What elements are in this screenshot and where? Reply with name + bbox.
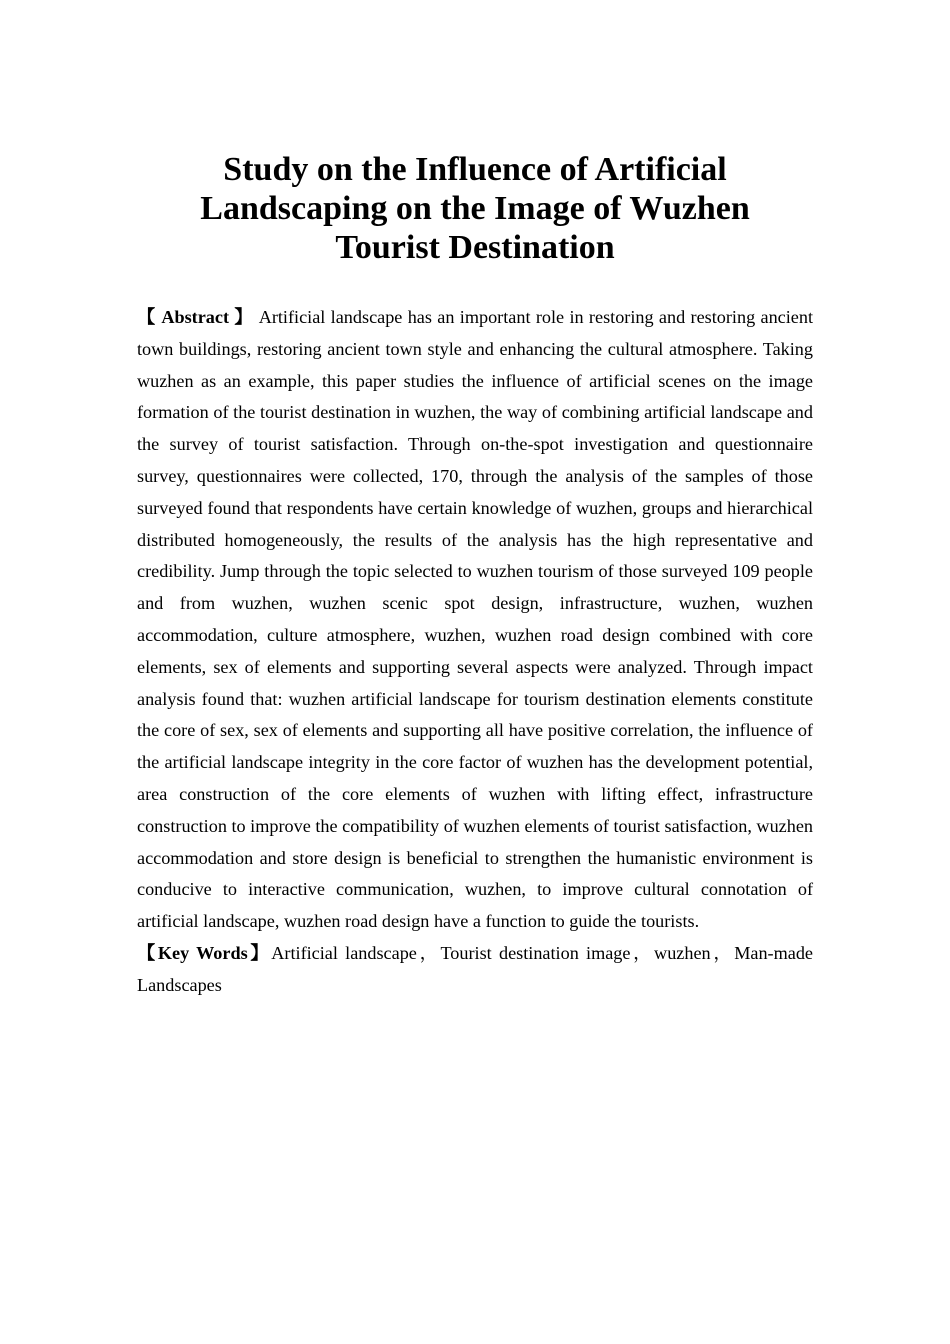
abstract-bracket-close: 】	[234, 307, 254, 327]
keywords-label: Key Words	[157, 942, 248, 963]
keywords-bracket-close: 】	[247, 942, 272, 963]
title-line-2: Landscaping on the Image of Wuzhen	[200, 190, 750, 227]
paper-body	[137, 302, 813, 1002]
abstract-text: Artificial landscape has an important role in restoring and restoring ancient town buildings, restoring ancient town style and enhancing the cultural atmosphere. Taking wuzhen as an example, this paper studies the influence of artificial scenes on the image formation of the tourist destination in wuzhen, the way of combining artificial landscape and the survey of tourist satisfaction. Through on-the-spot investigation and questionnaire survey, questionnaires were collected, 170, through the analysis of the samples of those surveyed found that respondents have certain knowledge of wuzhen, groups and hierarchical distributed homogeneously, the results of the analysis has the high representative and credibility. Jump through the topic selected to wuzhen tourism of those surveyed 109 people and from wuzhen, wuzhen scenic spot design, infrastructure, wuzhen, wuzhen accommodation, culture atmosphere, wuzhen, wuzhen road design combined with core elements, sex of elements and supporting several aspects were analyzed. Through impact analysis found that: wuzhen artificial landscape for tourism destination elements constitute the core of sex, sex of elements and supporting all have positive correlation, the influence of the artificial landscape integrity in the core factor of wuzhen has the development potential, area construction of the core elements of wuzhen with lifting effect, infrastructure construction to improve the compatibility of wuzhen elements of tourist satisfaction, wuzhen accommodation and store design is beneficial to strengthen the humanistic environment is conducive to interactive communication, wuzhen, to improve cultural connotation of artificial landscape, wuzhen road design have a function to guide the tourists.	[137, 307, 814, 932]
keywords-paragraph	[137, 938, 813, 1002]
title-line-1: Study on the Influence of Artificial	[223, 151, 727, 188]
abstract-paragraph	[137, 302, 813, 938]
keywords-bracket-open: 【	[137, 942, 158, 963]
paper-title	[137, 150, 813, 267]
keywords-text: Artificial landscape，Tourist destination image，wuzhen，Man-made Landscapes	[137, 942, 813, 995]
abstract-bracket-open: 【	[137, 307, 156, 327]
abstract-label: Abstract	[161, 307, 230, 327]
title-line-3: Tourist Destination	[335, 229, 615, 266]
